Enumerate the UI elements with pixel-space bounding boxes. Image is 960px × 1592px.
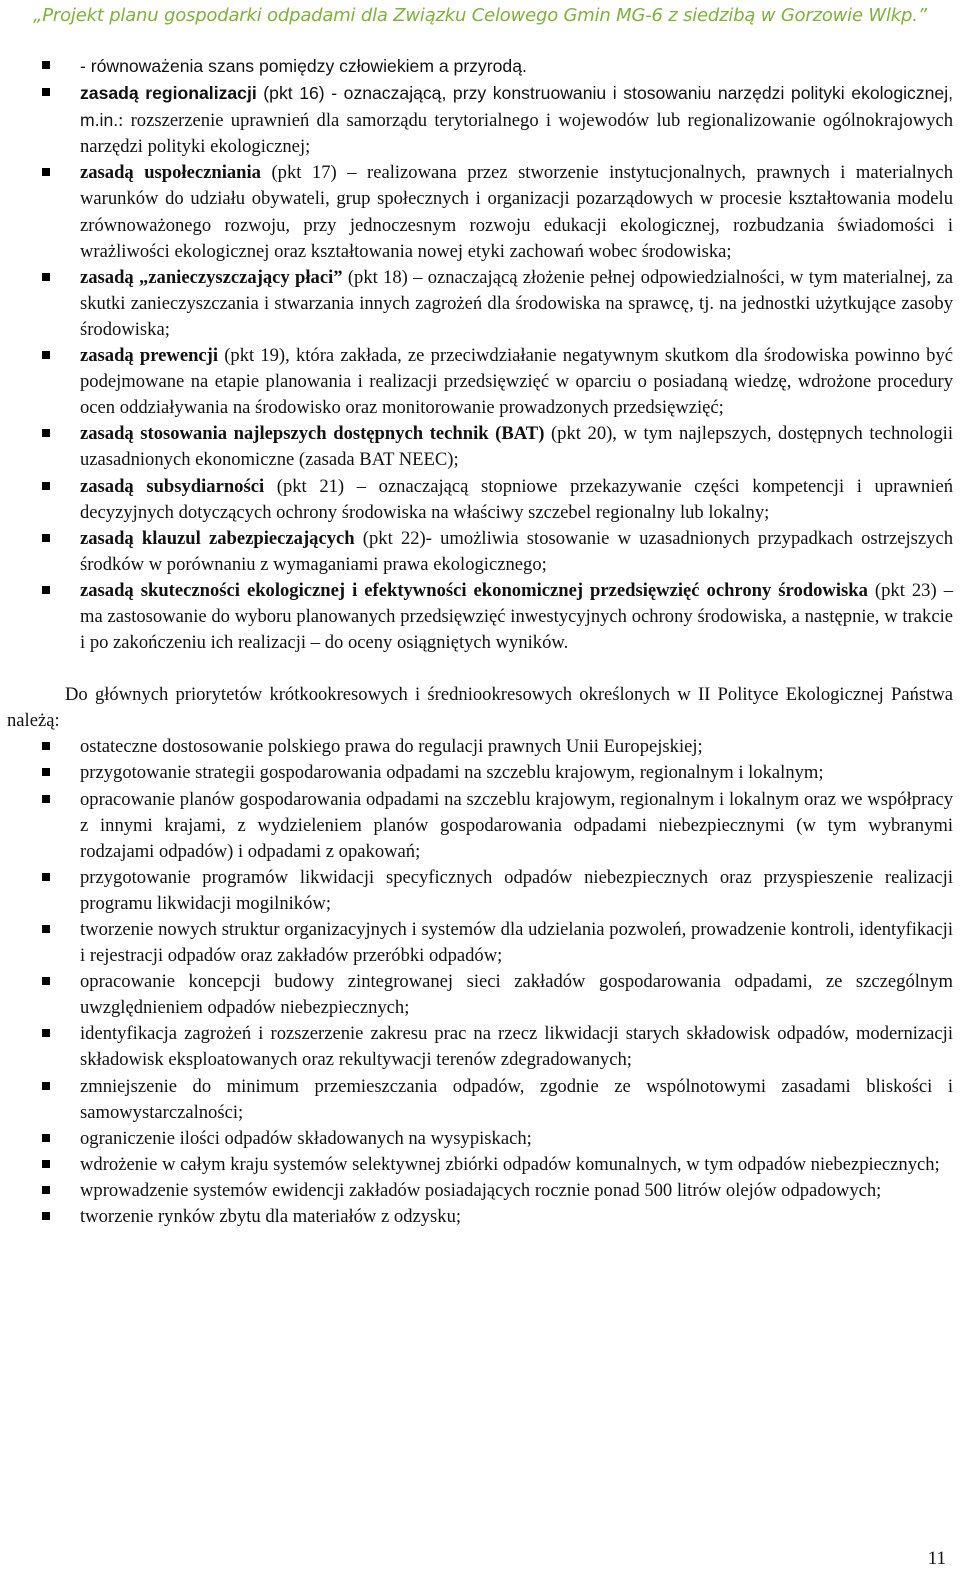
- bullet-icon: [42, 586, 50, 594]
- text-run: zasadą „zanieczyszczający płaci”: [80, 266, 343, 288]
- bullet-icon: [42, 768, 50, 776]
- list-item-text: tworzenie nowych struktur organizacyjnych i systemów dla udzielania pozwoleń, prowadzenie kontroli, identyfikacji i rejestracji odpadów oraz zakładów przeróbki odpadów;: [80, 919, 953, 967]
- bullet-icon: [42, 273, 50, 281]
- text-run: zasadą uspołeczniania: [80, 162, 261, 184]
- list-item-text: wprowadzenie systemów ewidencji zakładów posiadających rocznie ponad 500 litrów olejów odpadowych;: [80, 1179, 882, 1201]
- list-item: [7, 1074, 953, 1126]
- text-run: - równoważenia szans pomiędzy człowiekiem a przyrodą.: [80, 56, 527, 76]
- principles-list: [7, 53, 953, 656]
- priorities-list: [7, 734, 953, 1230]
- list-item: [7, 1204, 953, 1230]
- bullet-icon: [42, 1160, 50, 1168]
- list-item: [7, 526, 953, 578]
- text-run: : rozszerzenie uprawnień dla samorządu terytorialnego i wojewodów lub regionalizowanie ogólnokrajowych narzędzi polityki ekologicznej;: [80, 110, 953, 158]
- list-item: [7, 1126, 953, 1152]
- list-item: [7, 474, 953, 526]
- list-item-text: opracowanie planów gospodarowania odpadami na szczeblu krajowym, regionalnym i lokalnym oraz we współpracy z innymi krajami, z wydzieleniem planów gospodarowania odpadami niebezpiecznymi (w tym wybranymi rodzajami odpadów) i odpadami z opakowań;: [80, 788, 953, 862]
- bullet-icon: [42, 168, 50, 176]
- text-run: (pkt 18) – oznaczającą złożenie pełnej odpowiedzialności, w tym materialnej, za skutki zanieczyszczania i stwarzania innych zagrożeń dla środowiska na sprawcę, tj. na jednostki użytkujące zasoby środowiska;: [80, 266, 953, 340]
- text-run: (pkt 19), która zakłada, ze przeciwdziałanie negatywnym skutkom dla środowiska powinno być podejmowane na etapie planowania i realizacji przedsięwzięć w oparciu o posiadaną wiedzę, wdrożone procedury ocen oddziaływania na środowisko oraz monitorowanie prowadzonych przedsięwzięć;: [80, 345, 953, 419]
- text-run: (pkt 16) - oznaczającą, przy konstruowaniu i stosowaniu narzędzi polityki ekologicznej, m.in.: [80, 83, 953, 131]
- list-item-text: zmniejszenie do minimum przemieszczania odpadów, zgodnie ze wspólnotowymi zasadami bliskości i samowystarczalności;: [80, 1075, 953, 1123]
- bullet-icon: [42, 88, 50, 96]
- bullet-icon: [42, 795, 50, 803]
- document-body: [7, 53, 953, 1230]
- list-item-text: przygotowanie programów likwidacji specyficznych odpadów niebezpiecznych oraz przyspieszenie realizacji programu likwidacji mogilników;: [80, 866, 953, 914]
- bullet-icon: [42, 925, 50, 933]
- bullet-icon: [42, 1029, 50, 1037]
- text-run: zasadą stosowania najlepszych dostępnych technik (BAT): [80, 423, 545, 445]
- bullet-icon: [42, 429, 50, 437]
- list-item: [7, 1152, 953, 1178]
- text-run: (pkt 17) – realizowana przez stworzenie instytucjonalnych, prawnych i materialnych warunków do udziału obywateli, grup społecznych i organizacji pozarządowych w procesie kształtowania modelu zrównoważonego rozwoju, przy jednoczesnym rozwoju edukacji ekologicznej, rozbudzania świadomości i wrażliwości ekologicznej oraz kształtowania nowej etyki zachowań wobec środowiska;: [80, 162, 953, 262]
- bullet-icon: [42, 977, 50, 985]
- list-item: [7, 421, 953, 473]
- bullet-icon: [42, 742, 50, 750]
- list-item: [7, 760, 953, 786]
- page-number: 11: [927, 1548, 946, 1569]
- page-header: „Projekt planu gospodarki odpadami dla Związku Celowego Gmin MG-6 z siedzibą w Gorzowie Wlkp.”: [33, 5, 927, 26]
- list-item: [7, 265, 953, 343]
- list-item-text: identyfikacja zagrożeń i rozszerzenie zakresu prac na rzecz likwidacji starych składowisk odpadów, modernizacji składowisk eksploatowanych oraz rekultywacji terenów zdegradowanych;: [80, 1023, 953, 1071]
- list-item: [7, 787, 953, 865]
- list-item-text: ograniczenie ilości odpadów składowanych na wysypiskach;: [80, 1127, 532, 1149]
- bullet-icon: [42, 61, 50, 69]
- text-run: (pkt 22)- umożliwia stosowanie w uzasadnionych przypadkach ostrzejszych środków w porównaniu z wymaganiami prawa ekologicznego;: [80, 527, 953, 575]
- text-run: zasadą klauzul zabezpieczających: [80, 527, 355, 549]
- text-run: (pkt 20), w tym najlepszych, dostępnych technologii uzasadnionych ekonomiczne (zasada BAT NEEC);: [80, 423, 953, 471]
- bullet-icon: [42, 482, 50, 490]
- text-run: zasadą skuteczności ekologicznej i efektywności ekonomicznej przedsięwzięć ochrony środowiska: [80, 579, 868, 601]
- list-item: [7, 1021, 953, 1073]
- bullet-icon: [42, 1212, 50, 1220]
- list-item: [7, 80, 953, 160]
- list-item: [7, 343, 953, 421]
- bullet-icon: [42, 534, 50, 542]
- list-item-text: wdrożenie w całym kraju systemów selektywnej zbiórki odpadów komunalnych, w tym odpadów niebezpiecznych;: [80, 1153, 940, 1175]
- text-run: zasadą subsydiarności: [80, 475, 265, 497]
- bullet-icon: [42, 1186, 50, 1194]
- list-item: [7, 53, 953, 80]
- list-item-text: tworzenie rynków zbytu dla materiałów z odzysku;: [80, 1206, 462, 1228]
- text-run: zasadą regionalizacji: [80, 83, 257, 104]
- bullet-icon: [42, 1134, 50, 1142]
- bullet-icon: [42, 351, 50, 359]
- text-run: zasadą prewencji: [80, 345, 219, 367]
- list-item: [7, 969, 953, 1021]
- list-item: [7, 734, 953, 760]
- bullet-icon: [42, 873, 50, 881]
- list-item: [7, 865, 953, 917]
- text-run: (pkt 23) – ma zastosowanie do wyboru planowanych przedsięwzięć inwestycyjnych ochrony środowiska, a następnie, w trakcie i po zakończeniu ich realizacji – do oceny osiągniętych wyników.: [80, 579, 954, 654]
- text-run: (pkt 21) – oznaczającą stopniowe przekazywanie części kompetencji i uprawnień decyzyjnych dotyczących ochrony środowiska na właściwy szczebel regionalny lub lokalny;: [80, 475, 953, 523]
- bullet-icon: [42, 1082, 50, 1090]
- priorities-paragraph: Do głównych priorytetów krótkookresowych i średniookresowych określonych w II Polityce Ekologicznej Państwa należą:: [7, 684, 953, 732]
- list-item: [7, 578, 953, 656]
- list-item-text: ostateczne dostosowanie polskiego prawa do regulacji prawnych Unii Europejskiej;: [80, 736, 703, 758]
- list-item: [7, 160, 953, 264]
- list-item: [7, 917, 953, 969]
- list-item-text: przygotowanie strategii gospodarowania odpadami na szczeblu krajowym, regionalnym i lokalnym;: [80, 762, 824, 784]
- list-item-text: opracowanie koncepcji budowy zintegrowanej sieci zakładów gospodarowania odpadami, ze szczególnym uwzględnieniem odpadów niebezpiecznych;: [80, 971, 953, 1019]
- list-item: [7, 1178, 953, 1204]
